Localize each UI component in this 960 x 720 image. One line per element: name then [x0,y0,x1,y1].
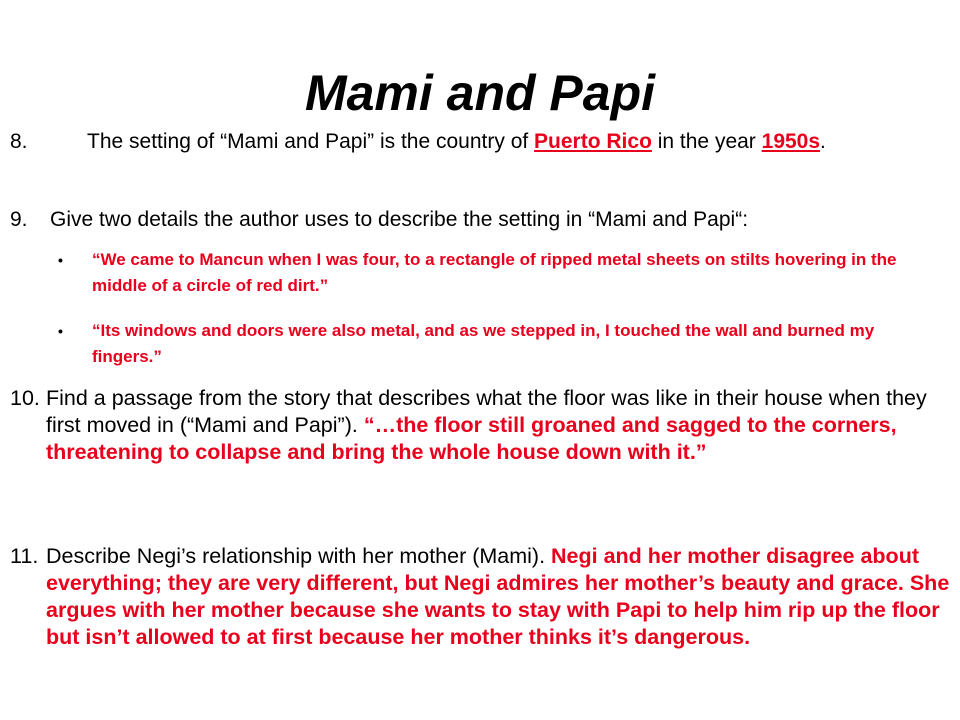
answer-country: Puerto Rico [534,130,652,153]
answer-text: Negi and her mother disagree about everything; they are very different, but Negi admires her mother’s beauty and grace. She argues with her mother because she wants to stay with Papi to help him rip up the floor but isn’t allowed to at first because her mother thinks it’s dangerous. [46,544,950,649]
question-10 [10,385,948,466]
question-text: Describe Negi’s relationship with her mother (Mami). Negi and her mother disagree about everything; they are very different, but Negi admires her mother’s beauty and grace. She argues with her mother because she wants to stay with Papi to help him rip up the floor but isn’t allowed to at first because her mother thinks it’s dangerous. [46,544,950,649]
bullet-icon: • [58,323,63,339]
question-number: 9. [10,208,28,231]
list-item: • “We came to Mancun when I was four, to a rectangle of ripped metal sheets on stilts hovering in the middle of a circle of red dirt.” [58,247,938,299]
answer-year: 1950s [761,130,821,153]
question-text: Find a passage from the story that describes what the floor was like in their house when they first moved in (“Mami and Papi”). “…the floor still groaned and sagged to the corners, threatening to collapse and bring the whole house down with it.” [46,386,927,464]
answer-text: “…the floor still groaned and sagged to the corners, threatening to collapse and bring the whole house down with it.” [46,413,897,464]
bullet-icon: • [58,252,63,268]
question-number: 11. [10,544,39,568]
question-8 [10,129,940,155]
question-11 [10,543,950,651]
page-title: Mami and Papi [304,65,656,121]
question-9 [10,207,940,233]
question-number: 10. [10,386,40,410]
list-item: • “Its windows and doors were also metal, and as we stepped in, I touched the wall and burned my fingers.” [58,318,938,370]
question-number: 8. [10,130,28,153]
question-text: Give two details the author uses to describe the setting in “Mami and Papi“: [50,208,749,231]
question-text: The setting of “Mami and Papi” is the country of Puerto Rico in the year 1950s. [87,130,826,153]
